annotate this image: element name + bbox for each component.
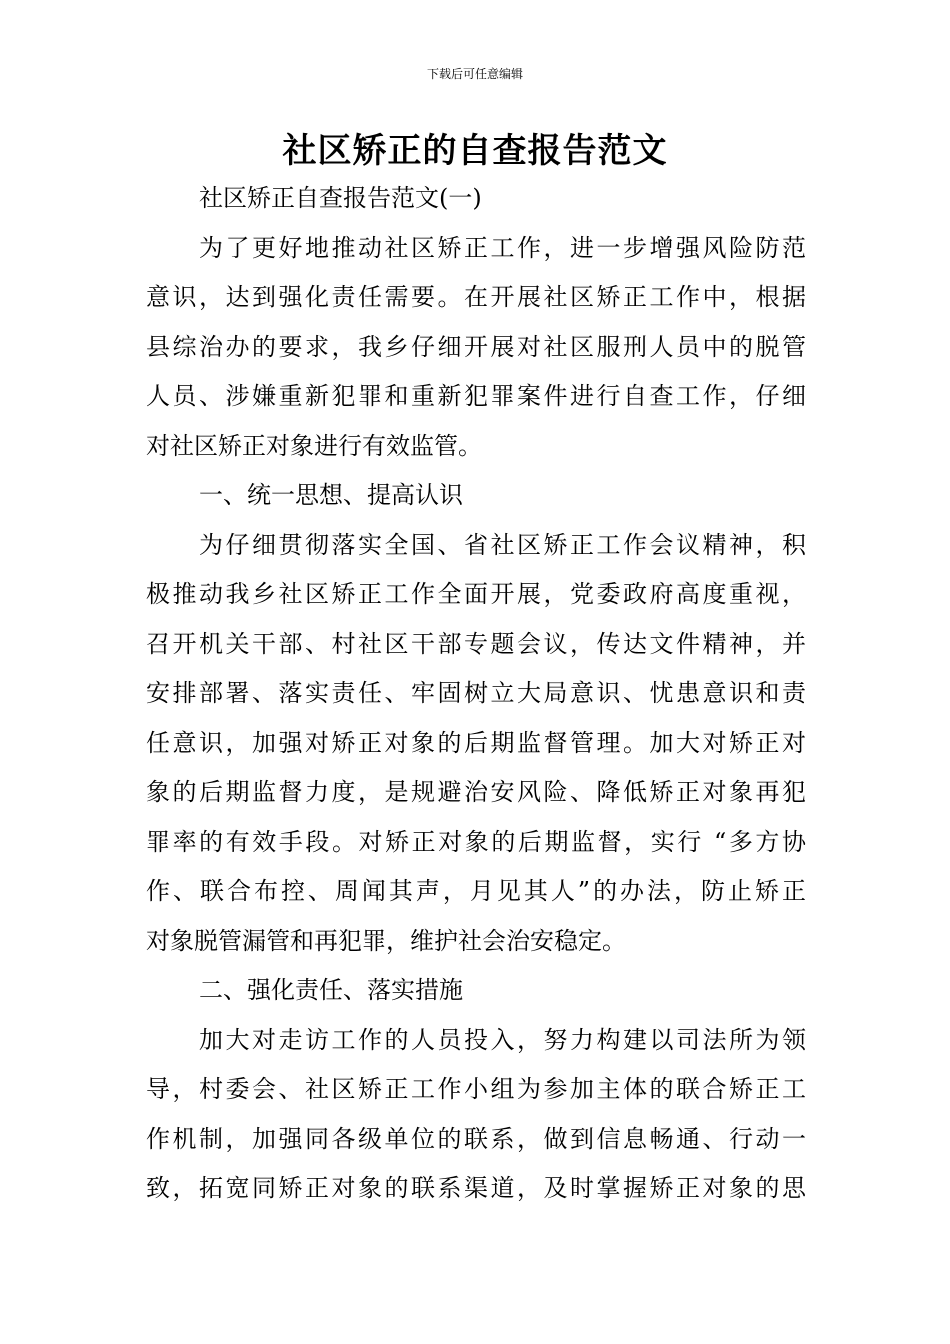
text-line: 社区矫正自查报告范文(一): [199, 184, 482, 212]
text-line: 任意识，加强对矫正对象的后期监督管理。加大对矫正对: [146, 728, 806, 757]
text-line: 极推动我乡社区矫正工作全面开展，党委政府高度重视，: [146, 580, 806, 608]
text-line: 人员、涉嫌重新犯罪和重新犯罪案件进行自查工作，仔细: [146, 382, 806, 410]
text-line: 意识，达到强化责任需要。在开展社区矫正工作中，根据: [146, 283, 806, 311]
text-line: 安排部署、落实责任、牢固树立大局意识、忧患意识和责: [146, 679, 806, 707]
text-line: 二、强化责任、落实措施: [199, 976, 463, 1004]
document-body: [146, 174, 806, 1214]
text-line: 致，拓宽同矫正对象的联系渠道，及时掌握矫正对象的思: [146, 1174, 806, 1202]
text-line: 对象脱管漏管和再犯罪，维护社会治安稳定。: [146, 926, 626, 955]
text-line: 召开机关干部、村社区干部专题会议，传达文件精神，并: [146, 629, 806, 658]
text-line: 作机制，加强同各级单位的联系，做到信息畅通、行动一: [146, 1124, 806, 1153]
text-line: 县综治办的要求，我乡仔细开展对社区服刑人员中的脱管: [146, 332, 806, 361]
text-line: 导，村委会、社区矫正工作小组为参加主体的联合矫正工: [146, 1075, 806, 1103]
text-line: 象的后期监督力度，是规避治安风险、降低矫正对象再犯: [146, 778, 806, 806]
text-line: 为仔细贯彻落实全国、省社区矫正工作会议精神，积: [199, 530, 806, 559]
text-line: 作、联合布控、周闻其声，月见其人”的办法，防止矫正: [146, 877, 806, 905]
text-line: 为了更好地推动社区矫正工作，进一步增强风险防范: [199, 233, 806, 262]
text-line: 罪率的有效手段。对矫正对象的后期监督，实行 “多方协: [146, 827, 806, 856]
document-title: 社区矫正的自查报告范文: [282, 131, 668, 171]
text-line: 一、统一思想、提高认识: [199, 481, 463, 509]
text-line: 加大对走访工作的人员投入，努力构建以司法所为领: [199, 1025, 806, 1054]
page-header-note: 下载后可任意编辑: [426, 67, 523, 81]
text-line: 对社区矫正对象进行有效监管。: [146, 431, 482, 460]
